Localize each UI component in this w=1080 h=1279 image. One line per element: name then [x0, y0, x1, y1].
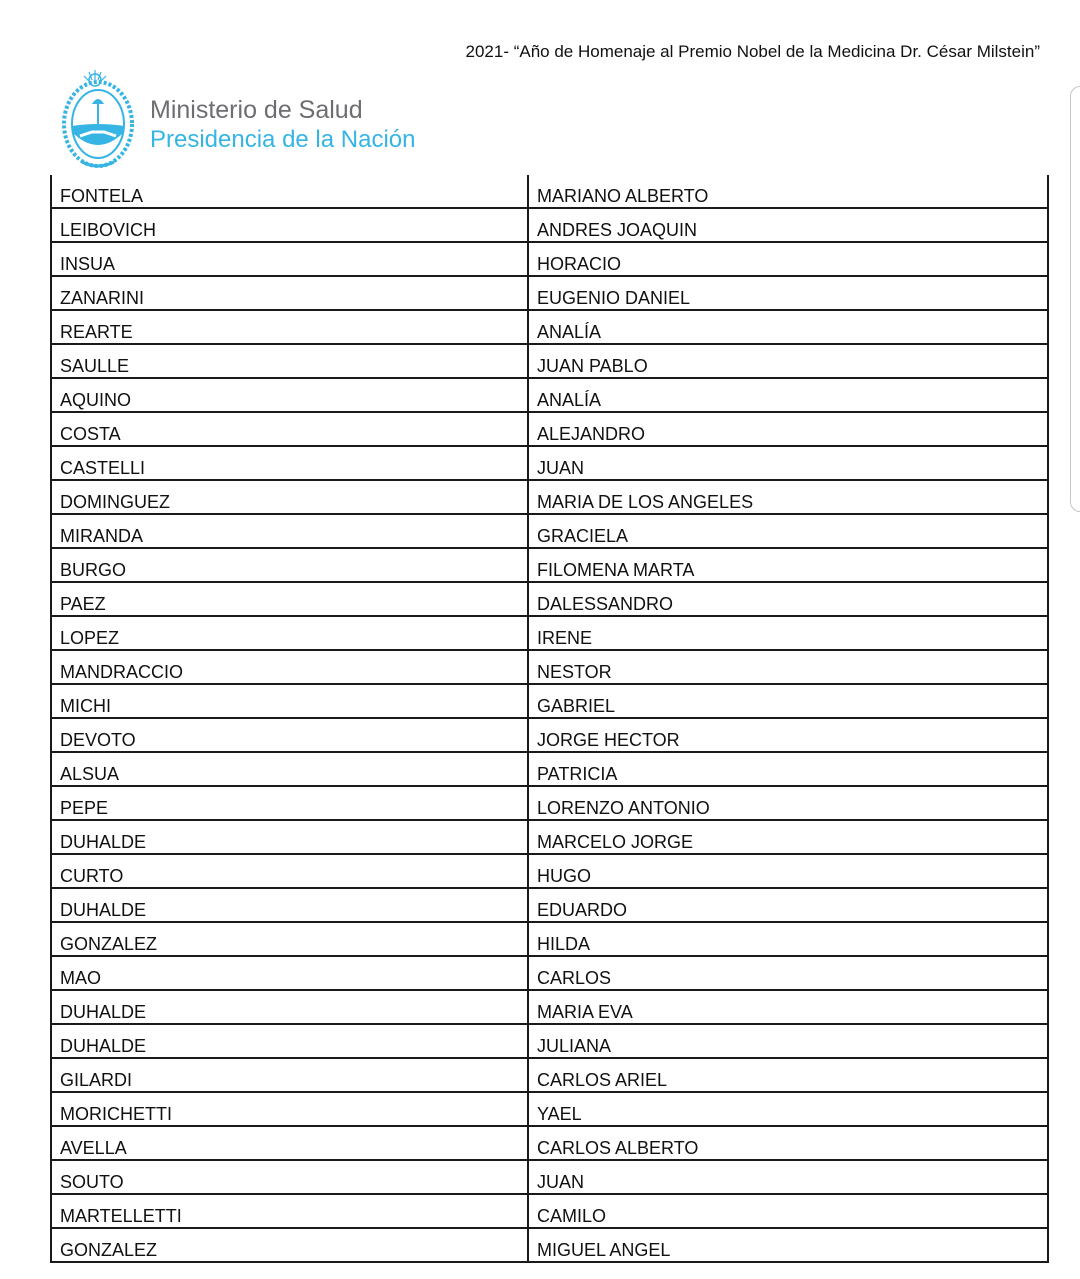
surname-cell: DUHALDE [51, 888, 528, 922]
surname-cell: DOMINGUEZ [51, 480, 528, 514]
table-row [51, 956, 1048, 990]
surname-cell: REARTE [51, 310, 528, 344]
table-row [51, 616, 1048, 650]
table-row [51, 514, 1048, 548]
table-row [51, 650, 1048, 684]
table-row [51, 922, 1048, 956]
given-name-cell: ALEJANDRO [528, 412, 1048, 446]
given-name-cell: EUGENIO DANIEL [528, 276, 1048, 310]
scrollbar[interactable] [1070, 86, 1080, 512]
table-row [51, 480, 1048, 514]
surname-cell: ALSUA [51, 752, 528, 786]
table-row [51, 242, 1048, 276]
table-row [51, 752, 1048, 786]
table-row [51, 990, 1048, 1024]
ministry-block [150, 95, 416, 155]
given-name-cell: NESTOR [528, 650, 1048, 684]
surname-cell: PAEZ [51, 582, 528, 616]
surname-cell: MAO [51, 956, 528, 990]
given-name-cell: LORENZO ANTONIO [528, 786, 1048, 820]
table-row [51, 412, 1048, 446]
surname-cell: BURGO [51, 548, 528, 582]
table-row [51, 208, 1048, 242]
surname-cell: INSUA [51, 242, 528, 276]
given-name-cell: GRACIELA [528, 514, 1048, 548]
surname-cell: AVELLA [51, 1126, 528, 1160]
given-name-cell: ANALÍA [528, 310, 1048, 344]
given-name-cell: IRENE [528, 616, 1048, 650]
table-row [51, 684, 1048, 718]
surname-cell: AQUINO [51, 378, 528, 412]
given-name-cell: ANALÍA [528, 378, 1048, 412]
table-row [51, 378, 1048, 412]
surname-cell: SAULLE [51, 344, 528, 378]
surname-cell: MIRANDA [51, 514, 528, 548]
surname-cell: MICHI [51, 684, 528, 718]
given-name-cell: HILDA [528, 922, 1048, 956]
surname-cell: LOPEZ [51, 616, 528, 650]
given-name-cell: PATRICIA [528, 752, 1048, 786]
table-row [51, 582, 1048, 616]
given-name-cell: CARLOS [528, 956, 1048, 990]
argentina-coat-of-arms-icon [62, 66, 140, 174]
ministry-name: Ministerio de Salud [150, 96, 363, 124]
surname-cell: DUHALDE [51, 820, 528, 854]
surname-cell: GONZALEZ [51, 1228, 528, 1262]
header-motto: 2021- “Año de Homenaje al Premio Nobel de la Medicina Dr. César Milstein” [465, 42, 1040, 61]
surname-cell: PEPE [51, 786, 528, 820]
surname-cell: DEVOTO [51, 718, 528, 752]
table-row [51, 446, 1048, 480]
given-name-cell: CARLOS ARIEL [528, 1058, 1048, 1092]
table-row [51, 344, 1048, 378]
given-name-cell: MIGUEL ANGEL [528, 1228, 1048, 1262]
surname-cell: COSTA [51, 412, 528, 446]
given-name-cell: HORACIO [528, 242, 1048, 276]
surname-cell: GONZALEZ [51, 922, 528, 956]
given-name-cell: HUGO [528, 854, 1048, 888]
surname-cell: ZANARINI [51, 276, 528, 310]
table-row [51, 276, 1048, 310]
given-name-cell: CARLOS ALBERTO [528, 1126, 1048, 1160]
table-row [51, 1228, 1048, 1262]
table-row [51, 1058, 1048, 1092]
table-row [51, 1024, 1048, 1058]
names-table [50, 175, 1047, 1263]
names-table-body [51, 175, 1048, 1262]
table-row [51, 1126, 1048, 1160]
given-name-cell: YAEL [528, 1092, 1048, 1126]
table-row [51, 310, 1048, 344]
surname-cell: FONTELA [51, 175, 528, 208]
given-name-cell: ANDRES JOAQUIN [528, 208, 1048, 242]
surname-cell: DUHALDE [51, 1024, 528, 1058]
given-name-cell: DALESSANDRO [528, 582, 1048, 616]
table-row [51, 1160, 1048, 1194]
surname-cell: LEIBOVICH [51, 208, 528, 242]
surname-cell: MORICHETTI [51, 1092, 528, 1126]
table-row [51, 548, 1048, 582]
surname-cell: DUHALDE [51, 990, 528, 1024]
given-name-cell: MARIANO ALBERTO [528, 175, 1048, 208]
given-name-cell: JULIANA [528, 1024, 1048, 1058]
given-name-cell: CAMILO [528, 1194, 1048, 1228]
table-row [51, 888, 1048, 922]
surname-cell: MANDRACCIO [51, 650, 528, 684]
given-name-cell: FILOMENA MARTA [528, 548, 1048, 582]
table-row [51, 1092, 1048, 1126]
given-name-cell: JUAN [528, 446, 1048, 480]
given-name-cell: JORGE HECTOR [528, 718, 1048, 752]
surname-cell: GILARDI [51, 1058, 528, 1092]
table-row [51, 786, 1048, 820]
surname-cell: SOUTO [51, 1160, 528, 1194]
given-name-cell: MARIA DE LOS ANGELES [528, 480, 1048, 514]
surname-cell: MARTELLETTI [51, 1194, 528, 1228]
table-row [51, 718, 1048, 752]
given-name-cell: MARCELO JORGE [528, 820, 1048, 854]
table-row [51, 820, 1048, 854]
given-name-cell: JUAN PABLO [528, 344, 1048, 378]
surname-cell: CASTELLI [51, 446, 528, 480]
table-row [51, 854, 1048, 888]
table-row [51, 1194, 1048, 1228]
surname-cell: CURTO [51, 854, 528, 888]
given-name-cell: JUAN [528, 1160, 1048, 1194]
ministry-subtitle: Presidencia de la Nación [150, 126, 416, 153]
given-name-cell: GABRIEL [528, 684, 1048, 718]
given-name-cell: MARIA EVA [528, 990, 1048, 1024]
given-name-cell: EDUARDO [528, 888, 1048, 922]
table-row [51, 175, 1048, 208]
